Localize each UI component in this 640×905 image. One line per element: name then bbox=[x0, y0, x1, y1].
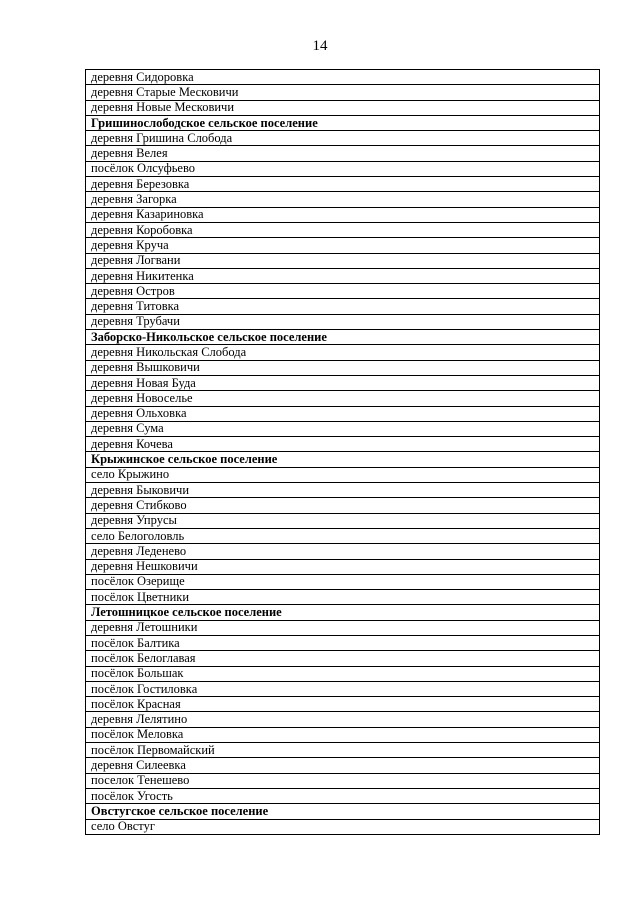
settlement-section-header-row bbox=[86, 605, 600, 620]
settlement-name-cell: деревня Никольская Слобода bbox=[86, 345, 600, 360]
settlement-row bbox=[86, 268, 600, 283]
settlement-name-cell: деревня Старые Месковичи bbox=[86, 85, 600, 100]
settlement-row bbox=[86, 131, 600, 146]
section-header-cell: Заборско-Никольское сельское поселение bbox=[86, 330, 600, 345]
settlement-section-header-row bbox=[86, 452, 600, 467]
settlement-name-cell: посёлок Меловка bbox=[86, 727, 600, 742]
settlement-row bbox=[86, 544, 600, 559]
settlement-row bbox=[86, 360, 600, 375]
settlement-name-cell: деревня Загорка bbox=[86, 192, 600, 207]
settlement-row bbox=[86, 666, 600, 681]
settlement-row bbox=[86, 758, 600, 773]
settlement-row bbox=[86, 192, 600, 207]
settlement-table-body bbox=[86, 70, 600, 835]
settlement-row bbox=[86, 697, 600, 712]
section-header-cell: Летошницкое сельское поселение bbox=[86, 605, 600, 620]
settlement-row bbox=[86, 788, 600, 803]
settlement-name-cell: деревня Сидоровка bbox=[86, 70, 600, 85]
settlement-name-cell: посёлок Балтика bbox=[86, 635, 600, 650]
settlement-name-cell: деревня Леденево bbox=[86, 544, 600, 559]
settlement-row bbox=[86, 819, 600, 834]
settlement-row bbox=[86, 375, 600, 390]
settlement-name-cell: деревня Трубачи bbox=[86, 314, 600, 329]
settlement-name-cell: посёлок Первомайский bbox=[86, 743, 600, 758]
settlement-row bbox=[86, 314, 600, 329]
settlement-name-cell: деревня Казариновка bbox=[86, 207, 600, 222]
settlement-name-cell: деревня Титовка bbox=[86, 299, 600, 314]
settlement-row bbox=[86, 161, 600, 176]
settlement-name-cell: деревня Нешковичи bbox=[86, 559, 600, 574]
settlement-row bbox=[86, 528, 600, 543]
settlement-row bbox=[86, 85, 600, 100]
settlement-name-cell: деревня Новоселье bbox=[86, 391, 600, 406]
settlement-name-cell: посёлок Цветники bbox=[86, 590, 600, 605]
settlement-name-cell: деревня Вышковичи bbox=[86, 360, 600, 375]
settlement-name-cell: село Белоголовль bbox=[86, 528, 600, 543]
page-number: 14 bbox=[312, 38, 328, 54]
settlement-name-cell: поселок Тенешево bbox=[86, 773, 600, 788]
section-header-cell: Крыжинское сельское поселение bbox=[86, 452, 600, 467]
settlement-section-header-row bbox=[86, 115, 600, 130]
settlement-name-cell: деревня Летошники bbox=[86, 620, 600, 635]
settlement-row bbox=[86, 406, 600, 421]
settlement-name-cell: посёлок Большак bbox=[86, 666, 600, 681]
settlement-row bbox=[86, 146, 600, 161]
settlement-name-cell: посёлок Гостиловка bbox=[86, 681, 600, 696]
settlement-row bbox=[86, 284, 600, 299]
settlement-row bbox=[86, 559, 600, 574]
settlement-row bbox=[86, 590, 600, 605]
settlement-row bbox=[86, 100, 600, 115]
settlement-row bbox=[86, 391, 600, 406]
settlement-name-cell: посёлок Угость bbox=[86, 788, 600, 803]
settlement-name-cell: деревня Лелятино bbox=[86, 712, 600, 727]
settlement-name-cell: деревня Гришина Слобода bbox=[86, 131, 600, 146]
settlement-row bbox=[86, 620, 600, 635]
settlement-name-cell: деревня Коробовка bbox=[86, 222, 600, 237]
settlement-name-cell: деревня Новые Месковичи bbox=[86, 100, 600, 115]
settlement-row bbox=[86, 222, 600, 237]
settlement-row bbox=[86, 513, 600, 528]
settlement-name-cell: посёлок Олсуфьево bbox=[86, 161, 600, 176]
settlement-name-cell: деревня Силеевка bbox=[86, 758, 600, 773]
settlement-row bbox=[86, 253, 600, 268]
settlement-name-cell: деревня Велея bbox=[86, 146, 600, 161]
settlement-row bbox=[86, 467, 600, 482]
settlement-row bbox=[86, 177, 600, 192]
settlement-row bbox=[86, 743, 600, 758]
settlement-name-cell: деревня Сума bbox=[86, 421, 600, 436]
settlement-name-cell: деревня Круча bbox=[86, 238, 600, 253]
settlement-row bbox=[86, 207, 600, 222]
settlement-name-cell: деревня Упрусы bbox=[86, 513, 600, 528]
settlement-section-header-row bbox=[86, 330, 600, 345]
settlement-row bbox=[86, 483, 600, 498]
settlement-row bbox=[86, 773, 600, 788]
settlement-name-cell: деревня Ольховка bbox=[86, 406, 600, 421]
settlement-row bbox=[86, 681, 600, 696]
settlement-name-cell: деревня Березовка bbox=[86, 177, 600, 192]
settlement-name-cell: посёлок Красная bbox=[86, 697, 600, 712]
section-header-cell: Овстугское сельское поселение bbox=[86, 804, 600, 819]
settlement-name-cell: деревня Логвани bbox=[86, 253, 600, 268]
settlement-row bbox=[86, 345, 600, 360]
settlement-row bbox=[86, 727, 600, 742]
settlement-row bbox=[86, 574, 600, 589]
settlement-name-cell: село Овстуг bbox=[86, 819, 600, 834]
settlement-table bbox=[85, 69, 600, 835]
settlement-row bbox=[86, 238, 600, 253]
settlement-name-cell: деревня Никитенка bbox=[86, 268, 600, 283]
settlement-row bbox=[86, 421, 600, 436]
settlement-name-cell: деревня Новая Буда bbox=[86, 375, 600, 390]
settlement-name-cell: деревня Кочева bbox=[86, 437, 600, 452]
settlement-row bbox=[86, 498, 600, 513]
settlement-row bbox=[86, 651, 600, 666]
settlement-row bbox=[86, 70, 600, 85]
settlement-name-cell: деревня Остров bbox=[86, 284, 600, 299]
settlement-row bbox=[86, 437, 600, 452]
settlement-row bbox=[86, 712, 600, 727]
settlement-row bbox=[86, 635, 600, 650]
settlement-name-cell: посёлок Белоглавая bbox=[86, 651, 600, 666]
settlement-name-cell: деревня Быковичи bbox=[86, 483, 600, 498]
settlement-name-cell: деревня Стибково bbox=[86, 498, 600, 513]
settlement-name-cell: посёлок Озерище bbox=[86, 574, 600, 589]
settlement-row bbox=[86, 299, 600, 314]
settlement-name-cell: село Крыжино bbox=[86, 467, 600, 482]
settlement-section-header-row bbox=[86, 804, 600, 819]
section-header-cell: Гришинослободское сельское поселение bbox=[86, 115, 600, 130]
